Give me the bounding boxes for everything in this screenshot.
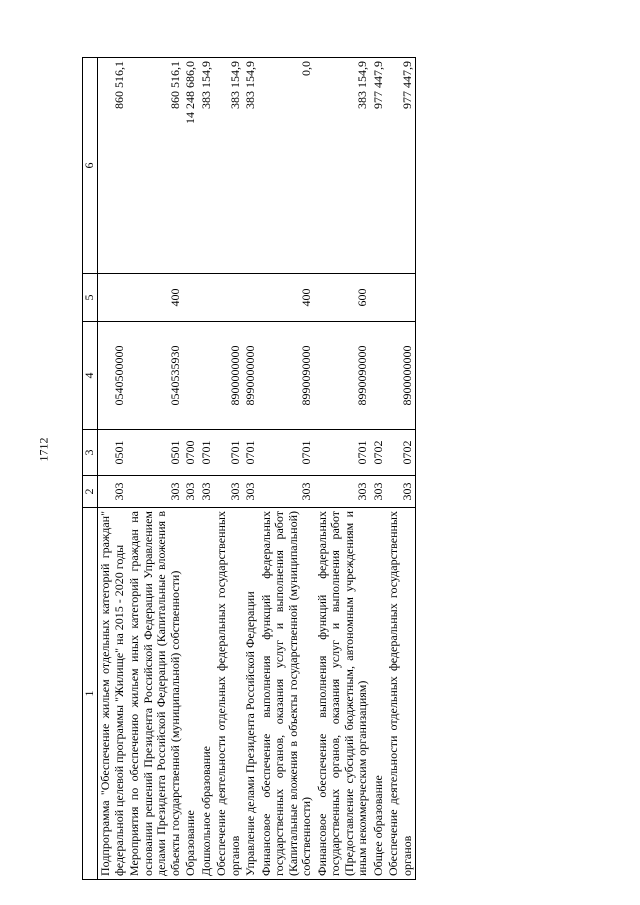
cell-name-text: Обеспечение деятельности отдельных федеральных государственных органов (214, 511, 242, 876)
cell-vr (127, 274, 183, 322)
cell-vr (183, 274, 199, 322)
cell-ved-text: 303 (167, 482, 182, 501)
cell-rz-text: 0702 (399, 440, 414, 465)
cell-ved (199, 476, 215, 508)
cell-csr-text: 0540535930 (167, 345, 182, 406)
cell-csr (127, 322, 183, 430)
cell-csr-text: 8990000000 (243, 345, 257, 406)
table-row (127, 58, 183, 880)
cell-sum (183, 58, 199, 274)
cell-name-text: Подпрограмма "Обеспечение жильем отдельных категорий граждан" федеральной целевой программы "Жилище" на 2015 - 2020 годы (98, 511, 126, 876)
budget-table (82, 57, 416, 880)
table-row (259, 58, 315, 880)
cell-vr (243, 274, 259, 322)
table-row (183, 58, 199, 880)
cell-csr-text: 8900000000 (227, 345, 242, 406)
cell-ved (371, 476, 387, 508)
cell-sum-text: 14 248 686,0 (183, 61, 197, 124)
cell-vr (386, 274, 416, 322)
cell-rz (315, 430, 371, 476)
cell-name (98, 508, 128, 880)
cell-name-text: Мероприятия по обеспечению жильем иных категорий граждан на основании решений Президента Российской Федерации Управлением делами Президента Российской Федерации (Капитальные вложения в объекты государственной (муниципальной) собственности) (127, 511, 182, 876)
cell-ved (243, 476, 259, 508)
cell-rz (386, 430, 416, 476)
cell-name-text: Финансовое обеспечение выполнения функций федеральных государственных органов, оказания услуг и выполнения работ (Предоставление субсидий бюджетным, автономным учреждениям и иным некоммерческим организациям) (314, 511, 369, 876)
cell-name (259, 508, 315, 880)
cell-sum-text: 860 516,1 (167, 61, 182, 109)
cell-csr (199, 322, 215, 430)
cell-csr (315, 322, 371, 430)
table-row (199, 58, 215, 880)
cell-ved (386, 476, 416, 508)
cell-ved-text: 303 (183, 482, 197, 501)
cell-sum-text: 860 516,1 (111, 61, 126, 109)
cell-name-text: Обеспечение деятельности отдельных федеральных государственных органов (386, 511, 414, 876)
cell-ved-text: 303 (111, 482, 126, 501)
cell-ved-text: 303 (227, 482, 242, 501)
cell-vr-text: 600 (355, 288, 369, 307)
page-number: 1712 (36, 437, 51, 462)
cell-vr (199, 274, 215, 322)
cell-name-text: Образование (183, 810, 197, 876)
cell-name (199, 508, 215, 880)
cell-rz (98, 430, 128, 476)
cell-sum-text: 977 447,9 (399, 61, 414, 109)
cell-csr (386, 322, 416, 430)
cell-csr (371, 322, 387, 430)
cell-csr-text: 0540500000 (111, 345, 126, 406)
cell-ved (98, 476, 128, 508)
cell-rz-text: 0701 (198, 440, 213, 465)
cell-ved-text: 303 (243, 482, 257, 501)
cell-rz-text: 0501 (111, 440, 126, 465)
cell-rz-text: 0701 (243, 440, 257, 465)
cell-vr (371, 274, 387, 322)
cell-ved-text: 303 (399, 482, 414, 501)
cell-csr (98, 322, 128, 430)
table-row (243, 58, 259, 880)
cell-ved (183, 476, 199, 508)
cell-sum-text: 383 154,9 (355, 61, 369, 109)
cell-sum (386, 58, 416, 274)
cell-rz (214, 430, 243, 476)
cell-ved-text: 303 (198, 482, 213, 501)
cell-sum (214, 58, 243, 274)
cell-csr-text: 8990090000 (299, 345, 313, 406)
cell-csr (243, 322, 259, 430)
cell-vr (98, 274, 128, 322)
cell-rz-text: 0701 (227, 440, 242, 465)
cell-ved (259, 476, 315, 508)
cell-csr (214, 322, 243, 430)
cell-rz-text: 0702 (370, 440, 385, 465)
cell-name (214, 508, 243, 880)
cell-name-text: Дошкольное образование (198, 746, 213, 876)
cell-vr-text: 400 (167, 288, 182, 307)
cell-sum-text: 383 154,9 (198, 61, 213, 109)
cell-csr (183, 322, 199, 430)
cell-rz-text: 0701 (355, 440, 369, 465)
cell-rz (243, 430, 259, 476)
cell-vr-text: 400 (299, 288, 313, 307)
cell-rz (199, 430, 215, 476)
cell-csr (259, 322, 315, 430)
header-col-4: 4 (83, 322, 98, 430)
cell-name (371, 508, 387, 880)
cell-sum (98, 58, 128, 274)
cell-rz (183, 430, 199, 476)
table-row (315, 58, 371, 880)
header-col-2: 2 (83, 476, 98, 508)
cell-csr-text: 8990090000 (355, 345, 369, 406)
cell-ved-text: 303 (299, 482, 313, 501)
cell-ved (127, 476, 183, 508)
cell-name (183, 508, 199, 880)
cell-sum-text: 383 154,9 (227, 61, 242, 109)
table-row (386, 58, 416, 880)
cell-sum (315, 58, 371, 274)
cell-vr (315, 274, 371, 322)
header-col-5: 5 (83, 274, 98, 322)
cell-sum (259, 58, 315, 274)
cell-sum-text: 383 154,9 (243, 61, 257, 109)
cell-name-text: Финансовое обеспечение выполнения функций федеральных государственных органов, оказания услуг и выполнения работ (Капитальные вложения в объекты государственной (муниципальной) собственности) (258, 511, 313, 876)
cell-name-text: Общее образование (370, 775, 385, 876)
cell-csr-text: 8900000000 (399, 345, 414, 406)
cell-name (243, 508, 259, 880)
cell-rz-text: 0700 (183, 440, 197, 465)
cell-ved-text: 303 (370, 482, 385, 501)
table-row (214, 58, 243, 880)
cell-sum (199, 58, 215, 274)
header-col-1: 1 (83, 508, 98, 880)
cell-sum (371, 58, 387, 274)
cell-name-text: Управление делами Президента Российской Федерации (243, 591, 257, 876)
cell-ved (315, 476, 371, 508)
cell-sum-text: 0,0 (299, 61, 313, 76)
cell-sum (127, 58, 183, 274)
cell-vr (259, 274, 315, 322)
cell-rz (371, 430, 387, 476)
cell-vr (214, 274, 243, 322)
header-col-3: 3 (83, 430, 98, 476)
cell-rz (127, 430, 183, 476)
cell-ved (214, 476, 243, 508)
cell-name (386, 508, 416, 880)
table-header-row (83, 58, 98, 880)
cell-ved-text: 303 (355, 482, 369, 501)
cell-sum-text: 977 447,9 (370, 61, 385, 109)
header-col-6: 6 (83, 58, 98, 274)
cell-rz (259, 430, 315, 476)
cell-rz-text: 0701 (299, 440, 313, 465)
table-row (371, 58, 387, 880)
cell-rz-text: 0501 (167, 440, 182, 465)
cell-sum (243, 58, 259, 274)
cell-name (315, 508, 371, 880)
budget-table-sheet (82, 58, 570, 880)
cell-name (127, 508, 183, 880)
table-row (98, 58, 128, 880)
